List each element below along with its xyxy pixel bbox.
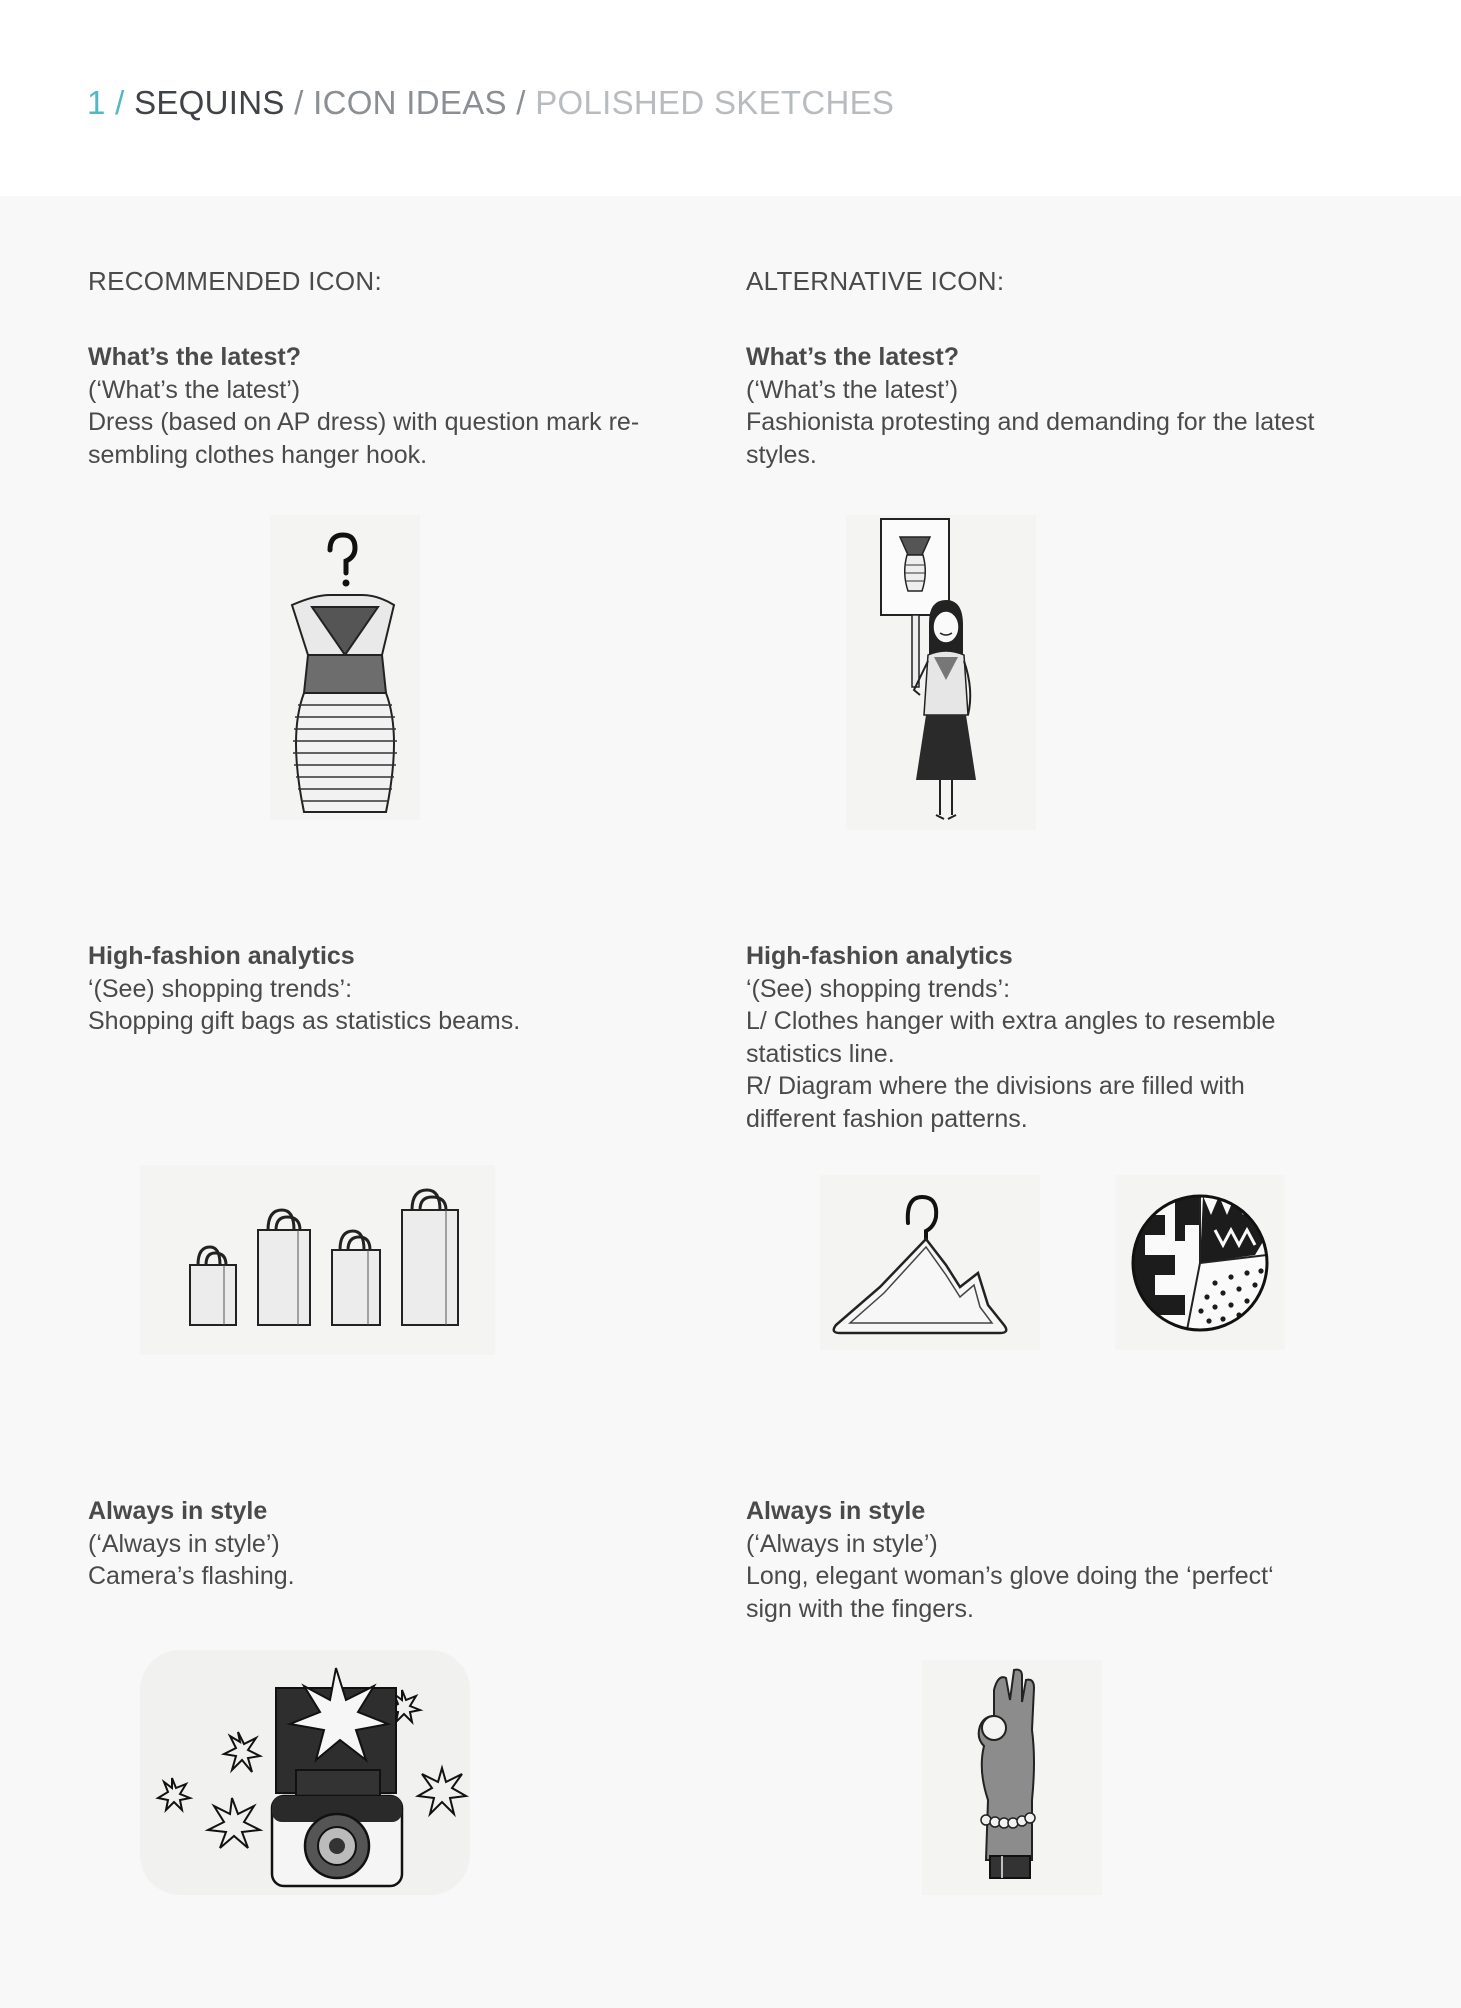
item-subtitle: (‘What’s the latest’) <box>88 375 301 404</box>
pattern-pie-diagram-sketch <box>1115 1175 1285 1350</box>
breadcrumb-section[interactable]: SEQUINS <box>134 84 285 121</box>
item-whats-latest-recommended <box>88 341 698 471</box>
item-description-line: L/ Clothes hanger with extra angles to resemble <box>746 1007 1276 1035</box>
item-description-line: Fashionista protesting and demanding for the latest <box>746 408 1315 436</box>
item-title: High-fashion analytics <box>746 942 1013 970</box>
item-description-line: statistics line. <box>746 1039 895 1068</box>
glove-ok-sign-sketch <box>922 1660 1102 1895</box>
alternative-heading: ALTERNATIVE ICON: <box>746 266 1005 296</box>
item-description-line: styles. <box>746 440 817 469</box>
breadcrumb-current: POLISHED SKETCHES <box>535 84 895 121</box>
item-subtitle: (‘What’s the latest’) <box>746 375 959 404</box>
breadcrumb-subsection[interactable]: ICON IDEAS <box>313 84 507 121</box>
item-analytics-recommended <box>88 940 698 1038</box>
item-description-line: Camera’s flashing. <box>88 1562 295 1590</box>
item-description-line: Long, elegant woman’s glove doing the ‘perfect‘ <box>746 1562 1274 1590</box>
item-description-line: sign with the fingers. <box>746 1594 974 1623</box>
item-description-line: R/ Diagram where the divisions are filled with <box>746 1072 1245 1100</box>
recommended-heading: RECOMMENDED ICON: <box>88 266 382 296</box>
item-title: What’s the latest? <box>746 343 959 371</box>
item-title: Always in style <box>88 1497 268 1525</box>
hanger-statistics-sketch <box>820 1175 1040 1350</box>
dress-question-mark-sketch <box>270 515 420 820</box>
header-bar <box>0 0 1461 196</box>
item-style-alternative <box>746 1495 1356 1625</box>
breadcrumb: 1 / SEQUINS / ICON IDEAS / POLISHED SKETCHES <box>87 84 895 121</box>
item-description-line: sembling clothes hanger hook. <box>88 440 428 469</box>
item-subtitle: (‘Always in style’) <box>746 1529 938 1558</box>
item-style-recommended <box>88 1495 698 1593</box>
item-description-line: Shopping gift bags as statistics beams. <box>88 1007 521 1035</box>
item-title: High-fashion analytics <box>88 942 355 970</box>
item-description-line: Dress (based on AP dress) with question mark re- <box>88 408 640 436</box>
shopping-bags-bars-sketch <box>140 1165 495 1355</box>
item-subtitle: ‘(See) shopping trends’: <box>88 974 353 1003</box>
item-whats-latest-alternative <box>746 341 1356 471</box>
camera-flashing-sketch <box>140 1650 470 1895</box>
item-title: What’s the latest? <box>88 343 301 371</box>
breadcrumb-number: 1 <box>87 84 106 121</box>
item-subtitle: ‘(See) shopping trends’: <box>746 974 1011 1003</box>
item-analytics-alternative <box>746 940 1356 1135</box>
fashionista-sign-sketch <box>846 515 1036 830</box>
item-description-line: different fashion patterns. <box>746 1104 1028 1133</box>
item-subtitle: (‘Always in style’) <box>88 1529 280 1558</box>
item-title: Always in style <box>746 1497 926 1525</box>
